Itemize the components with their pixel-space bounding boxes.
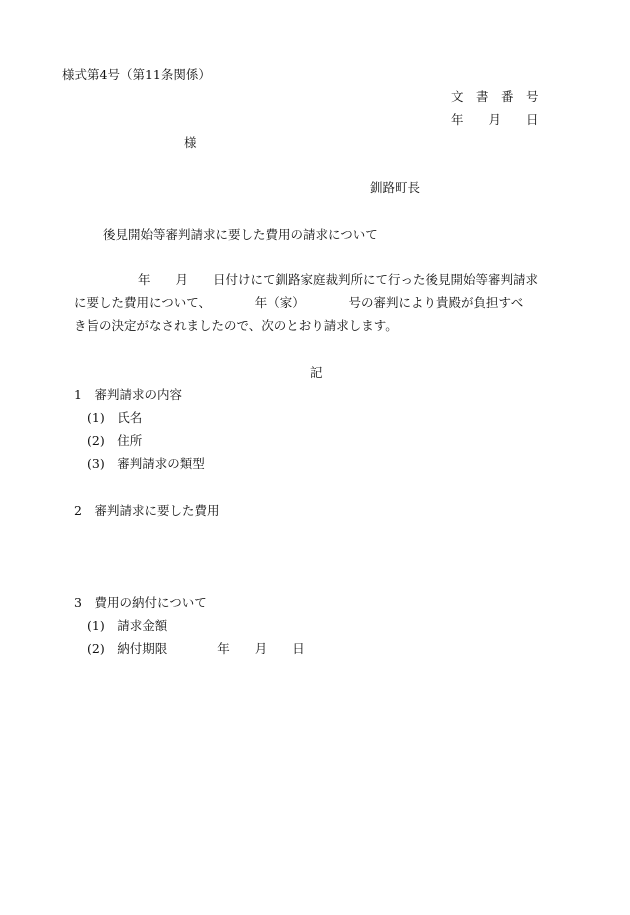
section-2-heading: 2 審判請求に要した費用 [74,503,220,518]
recipient-suffix: 様 [184,135,197,150]
section-1-item-name: (1) 氏名 [87,410,143,425]
sender-name: 釧路町長 [370,180,421,195]
body-line-3: き旨の決定がなされましたので、次のとおり請求します。 [74,318,398,333]
section-1-item-type: (3) 審判請求の類型 [87,456,205,471]
section-1-heading: 1 審判請求の内容 [74,387,182,402]
form-number: 様式第4号（第11条関係） [62,67,211,82]
document-number-label: 文 書 番 号 [451,89,539,104]
document-title: 後見開始等審判請求に要した費用の請求について [103,227,378,242]
body-line-2: に要した費用について、 年（家） 号の審判により貴殿が負担すべ [74,295,524,310]
body-line-1: 年 月 日付けにて釧路家庭裁判所にて行った後見開始等審判請求 [138,272,539,287]
document-date-label: 年 月 日 [451,112,539,127]
ki-heading: 記 [310,365,323,380]
section-3-item-deadline: (2) 納付期限 年 月 日 [87,641,305,656]
section-1-item-address: (2) 住所 [87,433,143,448]
section-3-heading: 3 費用の納付について [74,595,207,610]
section-3-item-amount: (1) 請求金額 [87,618,168,633]
